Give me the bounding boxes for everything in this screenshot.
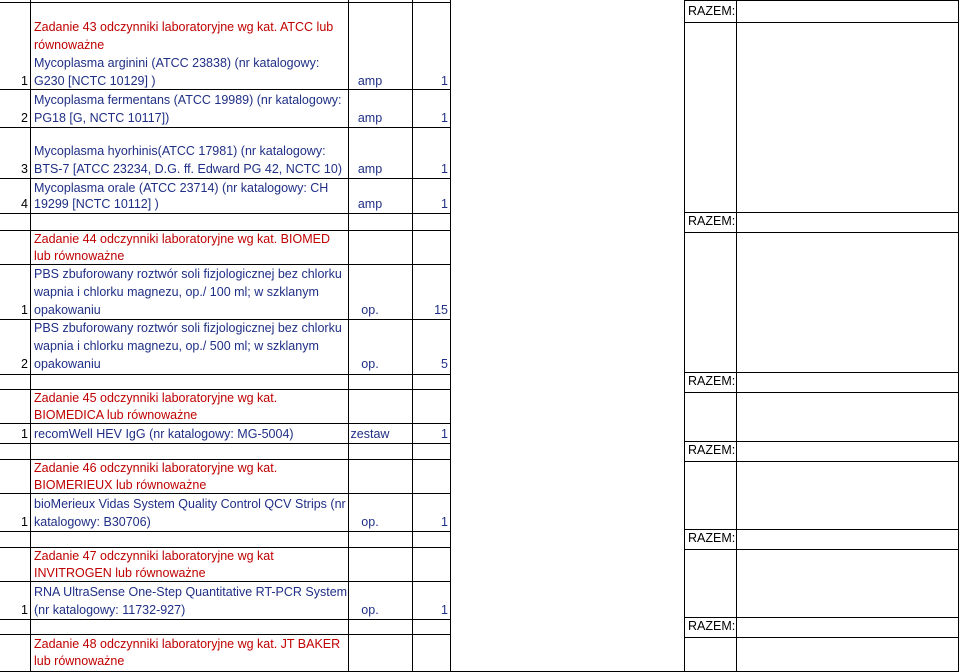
task-title: Zadanie 45 odczynniki laboratoryjne wg kat. <box>34 391 278 405</box>
item-qty: 5 <box>441 357 448 371</box>
item-description: wapnia i chlorku magnezu, op./ 100 ml; w szklanym <box>34 285 319 299</box>
item-description: recomWell HEV IgG (nr katalogowy: MG-5004) <box>34 427 294 441</box>
item-description: RNA UltraSense One-Step Quantitative RT-PCR System <box>34 585 348 599</box>
razem-label: RAZEM: <box>688 374 736 388</box>
task-title: równoważne <box>34 38 105 52</box>
task-title: Zadanie 48 odczynniki laboratoryjne wg kat. JT BAKER <box>34 637 341 651</box>
item-description: opakowaniu <box>34 357 101 371</box>
item-description: G230 [NCTC 10129] ) <box>34 74 156 88</box>
razem-label: RAZEM: <box>688 619 736 633</box>
item-description: PBS zbuforowany roztwór soli fizjologicznej bez chlorku <box>34 321 342 335</box>
item-unit: zestaw <box>350 427 390 441</box>
razem-label: RAZEM: <box>688 531 736 545</box>
item-description: bioMerieux Vidas System Quality Control QCV Strips (nr <box>34 497 346 511</box>
task-title: lub równoważne <box>34 654 125 668</box>
task-title: Zadanie 46 odczynniki laboratoryjne wg kat. <box>34 461 278 475</box>
item-unit: amp <box>357 197 383 211</box>
item-description: BTS-7 [ATCC 23234, D.G. ff. Edward PG 42, NCTC 10) <box>34 162 342 176</box>
razem-label: RAZEM: <box>688 443 736 457</box>
item-description: katalogowy: B30706) <box>34 515 151 529</box>
item-description: PG18 [G, NCTC 10117]) <box>34 111 170 125</box>
item-qty: 15 <box>434 303 448 317</box>
item-qty: 1 <box>441 111 448 125</box>
item-qty: 1 <box>441 515 448 529</box>
item-qty: 1 <box>441 74 448 88</box>
razem-label: RAZEM: <box>688 4 736 18</box>
item-qty: 1 <box>441 162 448 176</box>
task-title: BIOMERIEUX lub równoważne <box>34 478 207 492</box>
item-qty: 1 <box>441 603 448 617</box>
item-unit: op. <box>361 357 379 371</box>
item-unit: amp <box>357 162 383 176</box>
item-description: 19299 [NCTC 10112] ) <box>34 197 159 211</box>
item-description: wapnia i chlorku magnezu, op./ 500 ml; w szklanym <box>34 339 319 353</box>
item-qty: 1 <box>441 427 448 441</box>
item-description: opakowaniu <box>34 303 101 317</box>
item-number: 3 <box>21 162 28 176</box>
item-description: PBS zbuforowany roztwór soli fizjologicznej bez chlorku <box>34 267 342 281</box>
task-title: BIOMEDICA lub równoważne <box>34 408 198 422</box>
razem-label: RAZEM: <box>688 214 736 228</box>
task-title: Zadanie 47 odczynniki laboratoryjne wg kat <box>34 549 274 563</box>
item-description: (nr katalogowy: 11732-927) <box>34 603 186 617</box>
item-qty: 1 <box>441 197 448 211</box>
item-unit: amp <box>357 74 383 88</box>
item-unit: op. <box>361 603 379 617</box>
item-number: 1 <box>21 74 28 88</box>
item-number: 1 <box>21 427 28 441</box>
task-title: Zadanie 44 odczynniki laboratoryjne wg kat. BIOMED <box>34 232 330 246</box>
task-title: INVITROGEN lub równoważne <box>34 566 206 580</box>
item-unit: op. <box>361 515 379 529</box>
item-description: Mycoplasma hyorhinis(ATCC 17981) (nr katalogowy: <box>34 144 326 158</box>
task-title: Zadanie 43 odczynniki laboratoryjne wg kat. ATCC lub <box>34 20 334 34</box>
item-number: 2 <box>21 357 28 371</box>
item-number: 4 <box>21 197 28 211</box>
item-description: Mycoplasma arginini (ATCC 23838) (nr katalogowy: <box>34 56 320 70</box>
item-number: 1 <box>21 603 28 617</box>
item-unit: op. <box>361 303 379 317</box>
item-number: 1 <box>21 515 28 529</box>
item-description: Mycoplasma orale (ATCC 23714) (nr katalogowy: CH <box>34 181 329 195</box>
item-number: 1 <box>21 303 28 317</box>
task-title: lub równoważne <box>34 249 125 263</box>
item-unit: amp <box>357 111 383 125</box>
item-number: 2 <box>21 111 28 125</box>
item-description: Mycoplasma fermentans (ATCC 19989) (nr katalogowy: <box>34 93 342 107</box>
